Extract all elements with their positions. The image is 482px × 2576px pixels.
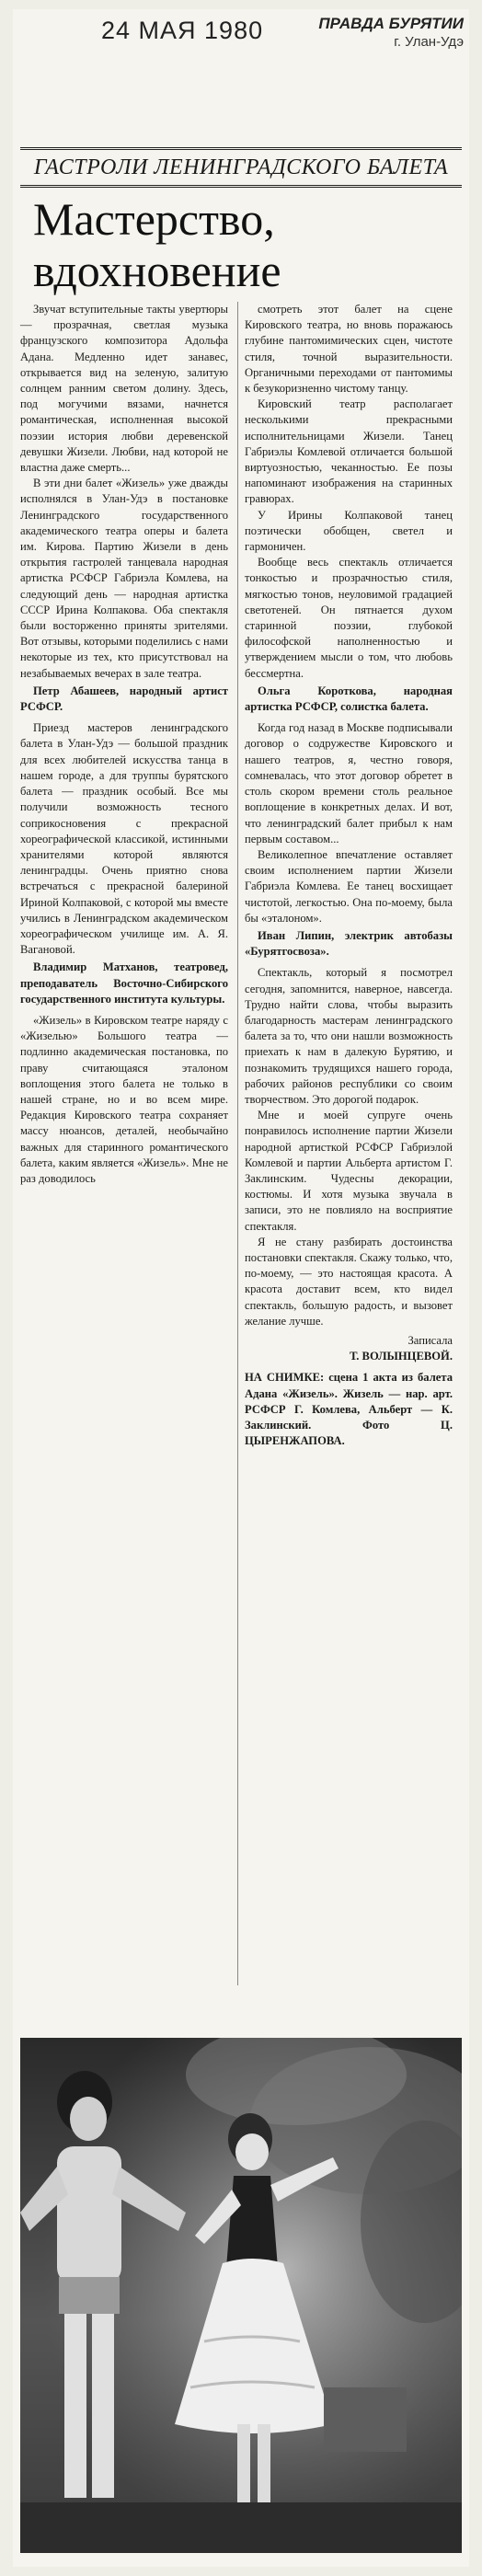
paragraph: В эти дни балет «Жизель» уже дважды исполнялся в Улан-Удэ в постановке Ленинградского государственного академического театра оперы и балета им. Кирова. Партию Жизели в день открытия гастролей танцевала народная артистка РСФСР Габриэла Комлева, на следующий день — народная артистка СССР Ирина Колпакова. Оба спектакля были восторженно приняты зрителями. Вот отзывы, которыми поделились с нами некоторые из тех, кто присутствовал на незабываемых вечерах в зале театра. xyxy=(20,477,228,680)
paragraph: Звучат вступительные такты увертюры — прозрачная, светлая музыка французского композитора Адольфа Адана. Медленно идет занавес, открывается вид на зеленую, залитую солнцем ранним светом долину. Здесь, под могучими вязами, начнется романтическая, исполненная высокой поэзии история любви деревенской девушки Жизели. Любви, над которой не властна даже смерть... xyxy=(20,303,228,475)
paragraph: У Ирины Колпаковой танец поэтически обобщен, светел и гармоничен. xyxy=(245,508,453,554)
section-rubric: ГАСТРОЛИ ЛЕНИНГРАДСКОГО БАЛЕТА xyxy=(20,147,462,188)
paragraph: смотреть этот балет на сцене Кировского театра, но вновь поражаюсь глубине пантомимических сцен, чистоте стиля, точной выразительности. Органичными переходами от пантомимы к безукоризненно чистому танцу. xyxy=(245,303,453,396)
newspaper-city: г. Улан-Удэ xyxy=(394,34,464,50)
paragraph: Великолепное впечатление оставляет своим исполнением партии Жизели Габриэла Комлева. Ее танец восхищает чистотой, легкостью. Она по-моему, была бы «эталоном». xyxy=(245,847,453,925)
photo-caption: НА СНИМКЕ: сцена 1 акта из балета Адана «Жизель». Жизель — нар. арт. РСФСР Г. Комлева, Альберт — К. Заклинский. Фото Ц. ЦЫРЕНЖАПОВА. xyxy=(245,1371,453,1448)
article-column-right xyxy=(245,302,453,1455)
article-column-left xyxy=(20,302,228,1187)
signature: Петр Абашеев, народный артист РСФСР. xyxy=(20,684,228,714)
paragraph: «Жизель» в Кировском театре наряду с «Жизелью» Большого театра — подлинно академическая постановка, по праву считающаяся эталоном воплощения этого балета не только в нашей стране, но и во всем мире. Редакция Кировского театра сохраняет массу нюансов, деталей, необычайно важных для старинного романтического балета, каким является «Жизель». Мне не раз доводилось xyxy=(20,1013,228,1185)
issue-date: 24 МАЯ 1980 xyxy=(101,17,264,44)
paragraph: Я не стану разбирать достоинства постановки спектакля. Скажу только, что, по-моему, — это настоящая красота. А красота доставит всем, кто видел спектакль, большую радость, и вызовет желание лучше. xyxy=(245,1235,453,1328)
note-label: Записала xyxy=(407,1334,453,1347)
ballet-photo xyxy=(20,2038,462,2553)
paragraph: Вообще весь спектакль отличается тонкостью и прозрачностью стиля, мягкостью тонов, неуловимой градацией светотеней. Он пятнается духом старинной поэзии, глубокой философской наполненностью и утверждением мысли о том, что любовь бессмертна. xyxy=(245,556,453,680)
signature: Владимир Матханов, театровед, преподаватель Восточно-Сибирского государственного института культуры. xyxy=(20,960,228,1006)
paragraph: Когда год назад в Москве подписывали договор о содружестве Кировского и нашего театров, я, честно говоря, сомневалась, что этот договор обретет в столь скором времени столь реальное воплощение в конкретных делах. И вот, что ленинградский балет прибыл к нам первым составом... xyxy=(245,721,453,845)
article-headline xyxy=(33,193,456,296)
newspaper-clipping xyxy=(13,9,469,2567)
note-author: Т. ВОЛЫНЦЕВОЙ. xyxy=(350,1350,453,1363)
paragraph: Мне и моей супруге очень понравилось исполнение партии Жизели народной артисткой РСФСР Габриэлой Комлевой и партии Альберта артистом Г. Заклинским. Чудесны декорации, костюмы. И хотя музыка звучала в записи, это не повлияло на восприятие спектакля. xyxy=(245,1109,453,1233)
headline-line-1: Мастерство, xyxy=(33,193,275,245)
paragraph: Приезд мастеров ленинградского балета в Улан-Удэ — большой праздник для всех любителей искусства танца в нашем городе, а для труппы бурятского балета — праздник особый. Все мы получили возможность тесного соприкосновения с прекрасной хореографической классикой, истинными хранителями которой являются ленинградцы. Очень приятно снова встречаться с прекрасной балериной Ириной Колпаковой, с которой мы вместе учились в Ленинградском академическом хореографическом училище им. А. Я. Вагановой. xyxy=(20,721,228,957)
paragraph: Кировский театр располагает несколькими прекрасными исполнительницами Жизели. Танец Габриэлы Комлевой отличается большой виртуозностью, чеканностью. Ее позы напоминают изображения на старинных гравюрах. xyxy=(245,397,453,506)
newspaper-name: ПРАВДА БУРЯТИИ xyxy=(318,15,464,32)
column-divider xyxy=(237,302,238,1985)
paragraph: Спектакль, который я посмотрел сегодня, запомнится, наверное, навсегда. Трудно найти слова, чтобы выразить благодарность мастерам ленинградского балета за то, что они нашли возможность приехать к нам в далекую Бурятию, и познакомить трудящихся нашего города, рабочих районов республики со своим творчеством. Это дорогой подарок. xyxy=(245,966,453,1106)
signature: Ольга Короткова, народная артистка РСФСР, солистка балета. xyxy=(245,684,453,714)
signature: Иван Липин, электрик автобазы «Бурятгосвоза». xyxy=(245,928,453,959)
headline-line-2: вдохновение xyxy=(33,245,281,296)
